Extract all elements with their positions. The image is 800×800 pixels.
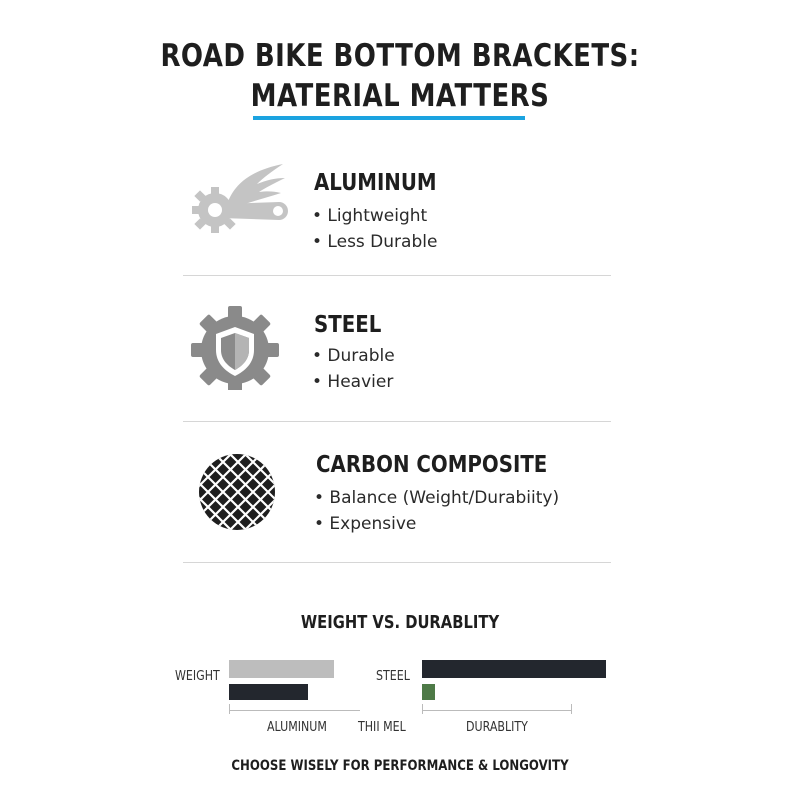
left-axis-tick — [229, 704, 230, 714]
material-name: CARBON COMPOSITE — [316, 452, 548, 478]
weight-bar-light — [229, 660, 334, 678]
material-name: STEEL — [314, 312, 382, 338]
carbon-weave-icon — [183, 442, 293, 532]
winged-gear-crank-icon — [183, 160, 293, 250]
divider — [183, 562, 611, 563]
material-pro: • Lightweight — [312, 206, 428, 226]
right-axis-label: DURABLITY — [466, 720, 528, 735]
material-con: • Expensive — [314, 514, 417, 534]
weight-row-label: WEIGHT — [175, 669, 220, 684]
material-steel — [183, 300, 611, 400]
material-carbon — [183, 442, 611, 542]
right-axis-tick — [571, 704, 572, 714]
divider — [183, 275, 611, 276]
left-axis-label: ALUMINUM — [267, 720, 327, 735]
material-aluminum — [183, 160, 611, 260]
right-axis-tick — [422, 704, 423, 714]
durability-bar-green — [422, 684, 435, 700]
material-name: ALUMINUM — [314, 170, 437, 196]
shield-gear-icon — [183, 300, 293, 390]
title-underline — [253, 116, 525, 120]
divider — [183, 421, 611, 422]
page-title: ROAD BIKE BOTTOM BRACKETS: — [160, 38, 640, 74]
page-subtitle: MATERIAL MATTERS — [250, 78, 550, 114]
right-axis-line — [422, 710, 572, 711]
comparison-title: WEIGHT VS. DURABLITY — [300, 612, 500, 633]
weight-bar-dark — [229, 684, 308, 700]
durability-bar-dark — [422, 660, 606, 678]
middle-axis-label: THII MEL — [358, 720, 406, 735]
material-pro: • Balance (Weight/Durabiity) — [314, 488, 560, 508]
steel-row-label: STEEL — [376, 669, 410, 684]
material-con: • Less Durable — [312, 232, 438, 252]
footer-tagline: CHOOSE WISELY FOR PERFORMANCE & LONGOVITY — [231, 758, 569, 774]
material-con: • Heavier — [312, 372, 394, 392]
left-axis-line — [229, 710, 360, 711]
material-pro: • Durable — [312, 346, 395, 366]
